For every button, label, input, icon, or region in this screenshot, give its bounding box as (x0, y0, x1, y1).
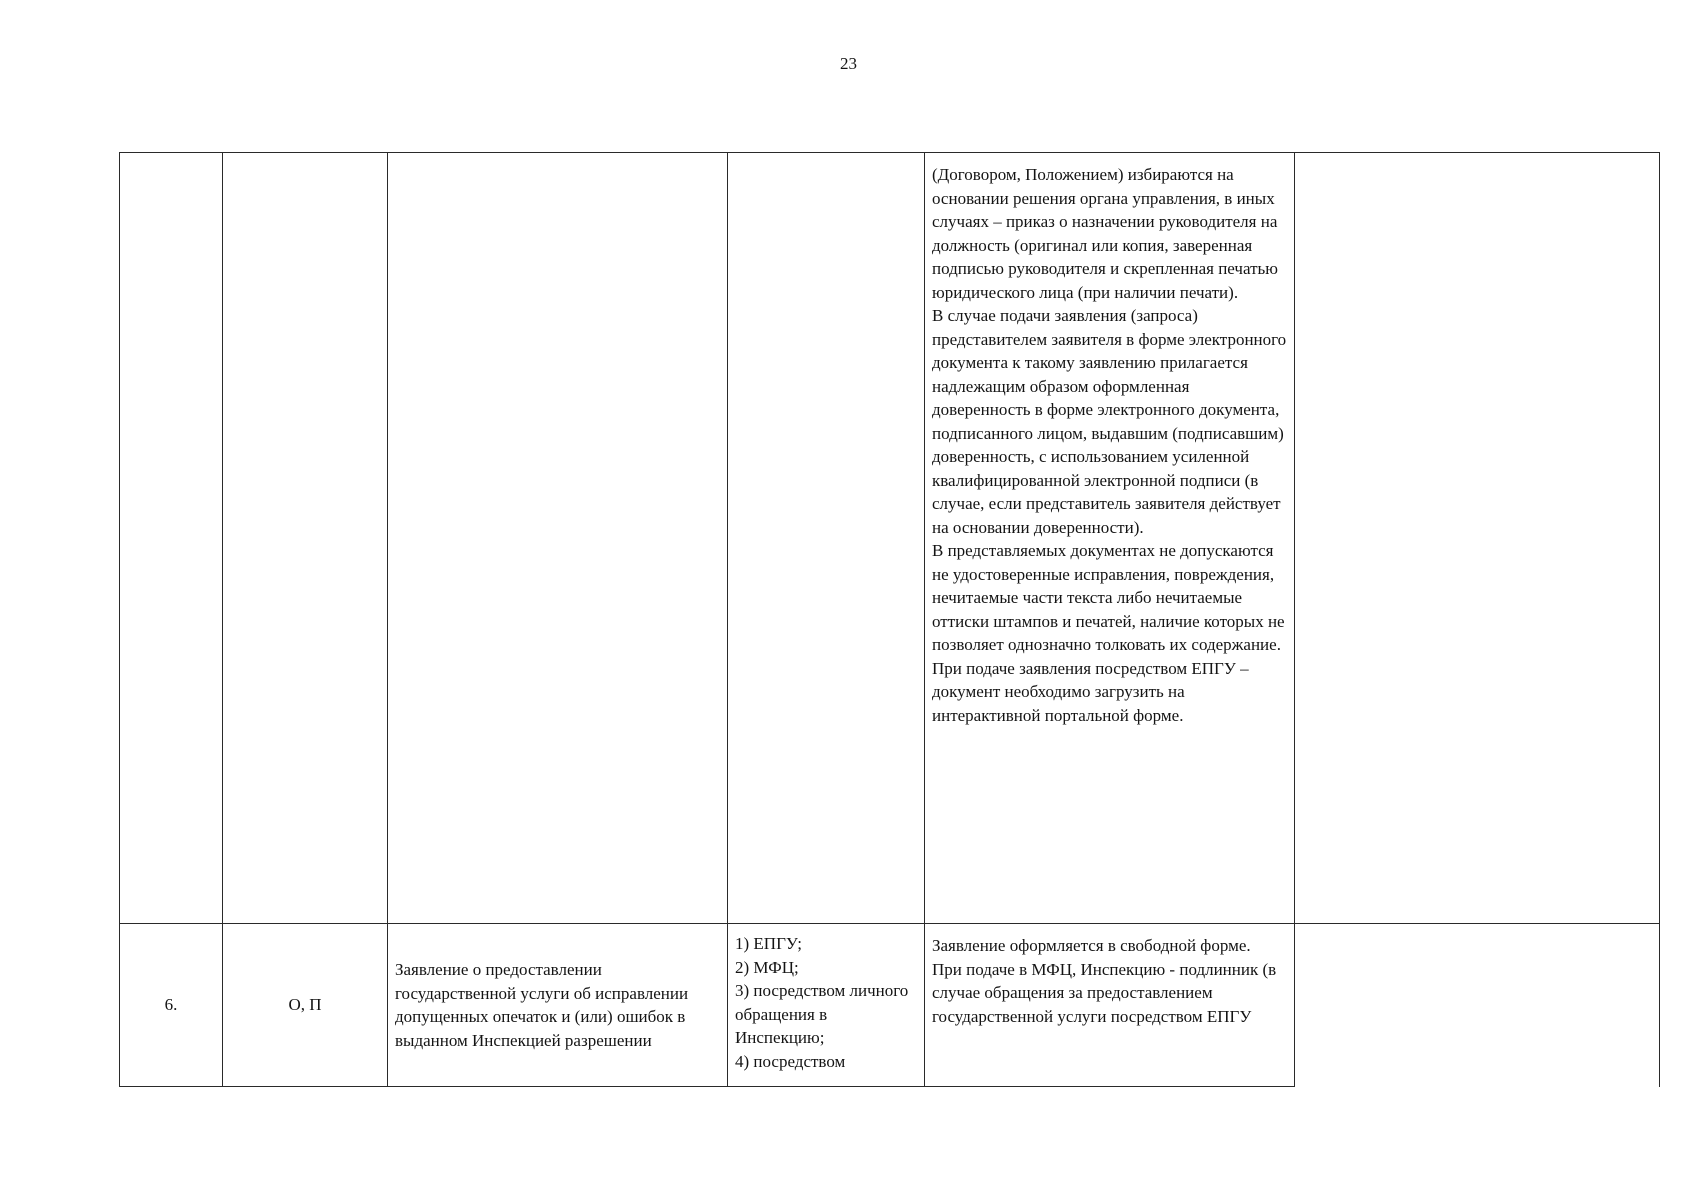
document-cell: Заявление о предоставлении государственной услуги об исправлении допущенных опечаток и (или) ошибок в выданном Инспекцией разрешении (388, 924, 728, 1087)
requirements-cell (925, 924, 1295, 1087)
empty-cell (1295, 924, 1660, 1087)
document-cell (388, 153, 728, 924)
category-cell (223, 153, 388, 924)
requirement-paragraph: (Договором, Положением) избираются на основании решения органа управления, в иных случаях – приказ о назначении руководителя на должность (оригинал или копия, заверенная подписью руководителя и скрепленная печатью юридического лица (при наличии печати). (932, 165, 1278, 302)
method-item: 2) МФЦ; (735, 957, 799, 977)
method-item: 3) посредством личного обращения в Инспекцию; (735, 981, 909, 1047)
page-number: 23 (840, 54, 857, 73)
document-table (119, 152, 1660, 1087)
requirement-paragraph: При подаче в МФЦ, Инспекцию - подлинник (в случае обращения за предоставлением государственной услуги посредством ЕПГУ (932, 959, 1277, 1026)
table-row (120, 153, 1660, 924)
row-number-cell: 6. (120, 924, 223, 1087)
methods-cell (728, 153, 925, 924)
requirements-cell (925, 153, 1295, 924)
table-row (120, 924, 1660, 1087)
method-item: 4) посредством (735, 1051, 846, 1071)
requirement-paragraph: При подаче заявления посредством ЕПГУ – документ необходимо загрузить на интерактивной портальной форме. (932, 658, 1249, 725)
row-number-cell (120, 153, 223, 924)
requirement-paragraph: В случае подачи заявления (запроса) представителем заявителя в форме электронного документа к такому заявлению прилагается надлежащим образом оформленная доверенность в форме электронного документа, подписанного лицом, выдавшим (подписавшим) доверенность, с использованием усиленной квалифицированной электронной подписи (в случае, если представитель заявителя действует на основании доверенности). (932, 306, 1287, 537)
requirement-paragraph: Заявление оформляется в свободной форме. (932, 936, 1251, 955)
methods-cell (728, 924, 925, 1087)
category-cell: О, П (223, 924, 388, 1087)
empty-cell (1295, 153, 1660, 924)
requirement-paragraph: В представляемых документах не допускаются не удостоверенные исправления, повреждения, нечитаемые части текста либо нечитаемые оттиски штампов и печатей, наличие которых не позволяет однозначно толковать их содержание. (932, 541, 1285, 654)
method-item: 1) ЕПГУ; (735, 934, 803, 953)
